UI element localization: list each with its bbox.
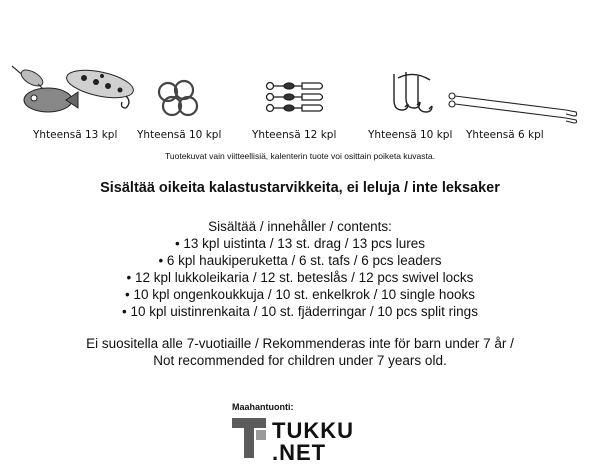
swivel-lock-icon xyxy=(262,80,330,114)
lure-icon xyxy=(8,60,138,122)
product-swivel-locks xyxy=(262,80,330,114)
contents-title: Sisältää / innehåller / contents: xyxy=(208,219,392,234)
leader-wire-icon xyxy=(446,84,580,124)
product-leaders xyxy=(446,84,580,124)
list-item: • 10 kpl uistinrenkaita / 10 st. fjäderringar / 10 pcs split rings xyxy=(122,304,478,319)
image-disclaimer: Tuotekuvat vain viitteellisiä, kalenterin tuote voi osittain poiketa kuvasta. xyxy=(165,151,435,161)
age-warning xyxy=(0,335,600,369)
product-leaders-caption: Yhteensä 6 kpl xyxy=(466,129,544,141)
hook-icon xyxy=(384,70,442,118)
list-item: • 12 kpl lukkoleikaria / 12 st. beteslås / 12 pcs swivel locks xyxy=(126,270,474,285)
product-hooks-caption: Yhteensä 10 kpl xyxy=(368,129,453,141)
contents-list xyxy=(0,218,600,320)
list-item: • 10 kpl ongenkoukkuja / 10 st. enkelkrok / 10 single hooks xyxy=(125,287,475,302)
product-split-rings-caption: Yhteensä 10 kpl xyxy=(137,129,222,141)
product-swivel-locks-caption: Yhteensä 12 kpl xyxy=(252,129,337,141)
list-item: • 6 kpl haukiperuketta / 6 st. tafs / 6 pcs leaders xyxy=(158,253,442,268)
product-lures xyxy=(8,60,138,122)
importer-label: Maahantuonti: xyxy=(232,402,294,412)
product-split-rings xyxy=(154,78,204,120)
product-hooks xyxy=(384,70,442,118)
age-warning-line-1: Ei suositella alle 7-vuotiaille / Rekommenderas inte för barn under 7 år / xyxy=(86,336,514,351)
list-item: • 13 kpl uistinta / 13 st. drag / 13 pcs lures xyxy=(174,236,426,251)
age-warning-line-2: Not recommended for children under 7 years old. xyxy=(153,353,447,368)
product-lures-caption: Yhteensä 13 kpl xyxy=(33,129,118,141)
logo-line-1: TUKKU xyxy=(272,418,354,443)
logo-line-2: .NET xyxy=(272,440,327,462)
headline: Sisältää oikeita kalastustarvikkeita, ei leluja / inte leksaker xyxy=(100,180,500,196)
tukku-net-logo xyxy=(232,414,372,466)
split-ring-icon xyxy=(154,78,204,120)
